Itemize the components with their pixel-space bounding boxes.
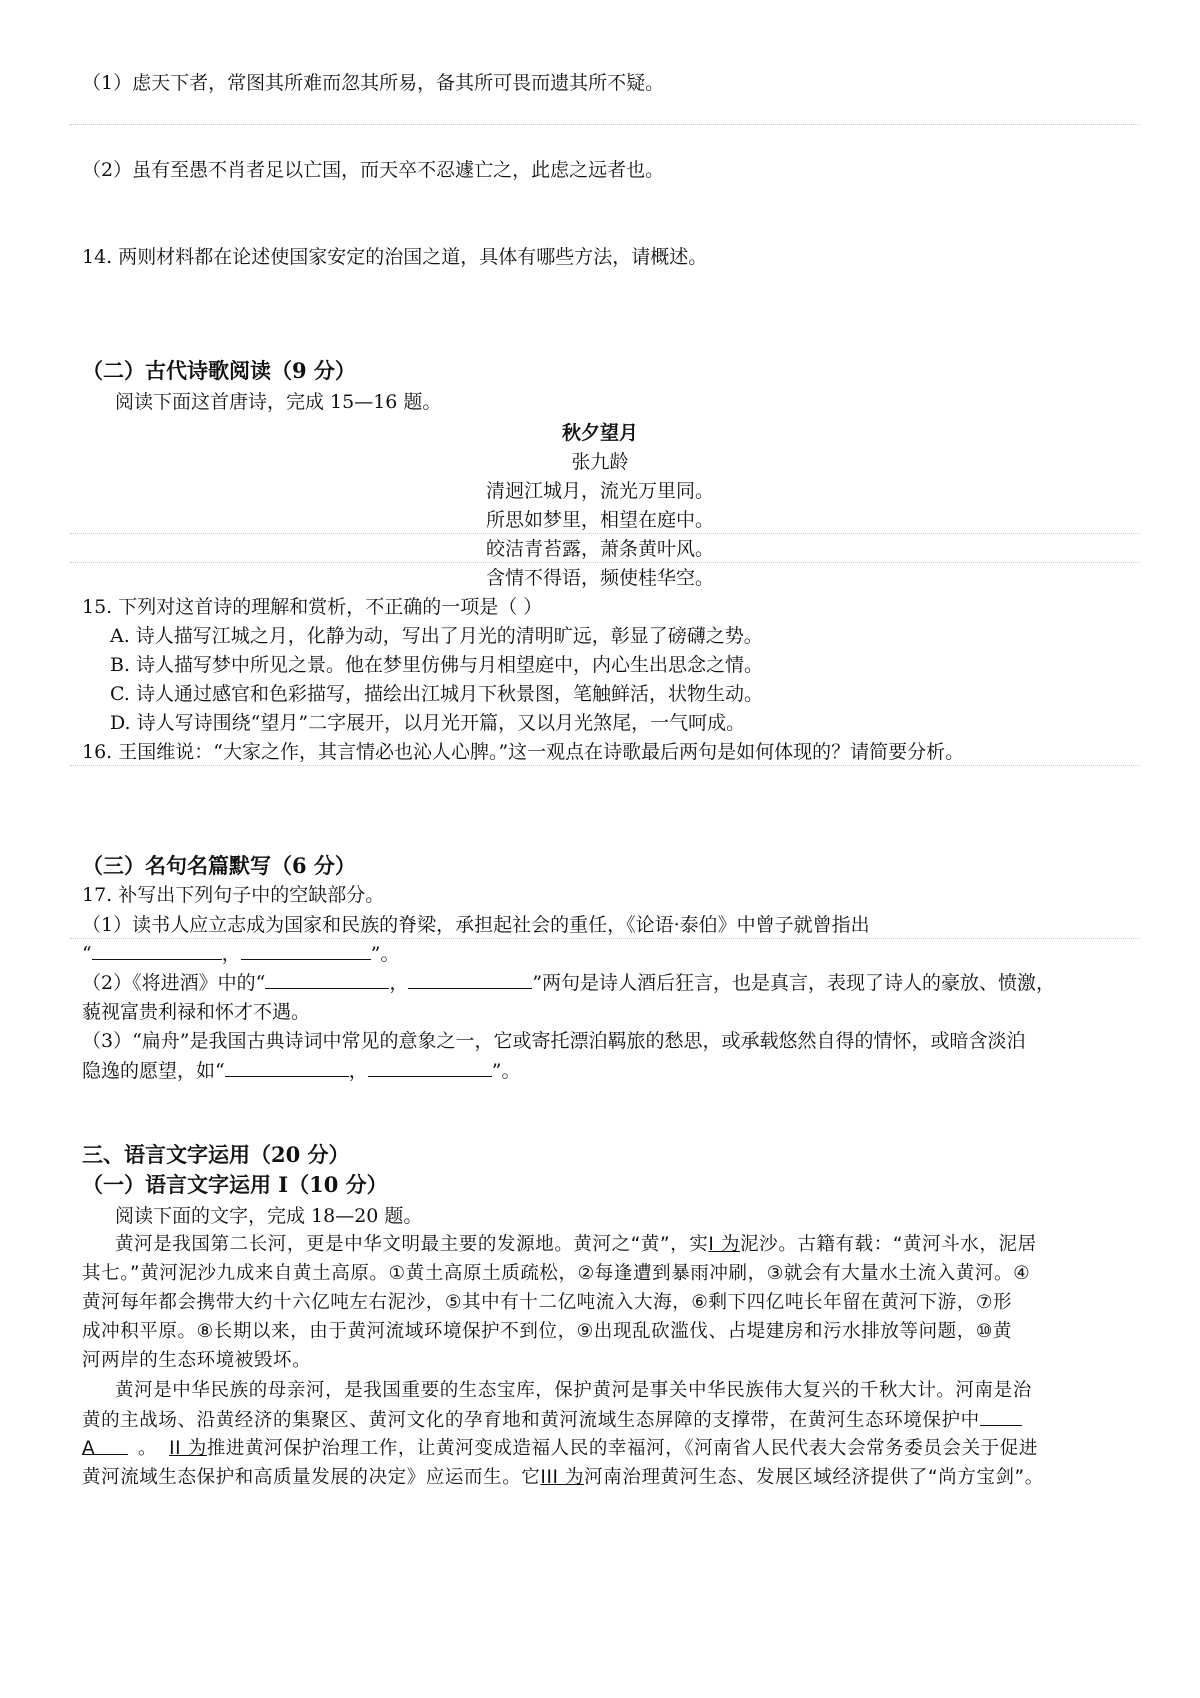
blank-a[interactable]: A xyxy=(82,1434,128,1455)
passage-p1-line-5: 河两岸的生态环境被毁坏。 xyxy=(82,1350,312,1371)
dictation-item-2: （2）《将进酒》中的“ ， ”两句是诗人酒后狂言，也是真言，表现了诗人的豪放、愤激， xyxy=(82,968,1140,998)
question-16: 16. 王国维说：“大家之作，其言情必也沁人心脾。”这一观点在诗歌最后两句是如何体现的？请简要分析。 xyxy=(82,741,965,763)
passage-p1-line-1: 黄河是我国第二长河，更是中华文明最主要的发源地。黄河之“黄”，实I 为泥沙。古籍有载：“黄河斗水，泥居 xyxy=(115,1234,1037,1255)
passage-p2-line-2: 黄的主战场、沿黄经济的集聚区、黄河文化的孕育地和黄河流域生态屏障的支撑带，在黄河生态环境保护中 xyxy=(82,1405,1140,1436)
poem-line-1: 清迥江城月，流光万里同。 xyxy=(485,480,714,502)
q13-sentence-1: （1）虑天下者，常图其所难而忽其所易，备其所可畏而遗其所不疑。 xyxy=(82,72,665,94)
dotted-divider xyxy=(70,765,1140,766)
answer-blank[interactable] xyxy=(241,939,371,960)
question-17: 17. 补写出下列句子中的空缺部分。 xyxy=(82,884,385,906)
answer-blank[interactable] xyxy=(92,939,222,960)
passage-p2-line-1: 黄河是中华民族的母亲河，是我国重要的生态宝库，保护黄河是事关中华民族伟大复兴的千秋大计。河南是治 xyxy=(115,1380,1032,1401)
passage-p1-line-3: 黄河每年都会携带大约十六亿吨左右泥沙，⑤其中有十二亿吨流入大海，⑥剩下四亿吨长年留在黄河下游，⑦形 xyxy=(82,1292,1013,1313)
poem-title: 秋夕望月 xyxy=(561,422,638,444)
answer-blank[interactable] xyxy=(265,968,389,989)
blank-a-start[interactable] xyxy=(980,1405,1022,1426)
question-15: 15. 下列对这首诗的理解和赏析，不正确的一项是（ ） xyxy=(82,596,543,618)
poem-line-3: 皎洁青苔露，萧条黄叶风。 xyxy=(485,538,714,560)
section-poetry-title: （二）古代诗歌阅读（9 分） xyxy=(82,358,356,383)
part-3-title: 三、语言文字运用（20 分） xyxy=(82,1142,350,1167)
poem-line-4: 含情不得语，频使桂华空。 xyxy=(485,567,714,589)
option-c: C. 诗人通过感官和色彩描写，描绘出江城月下秋景图，笔触鲜活，状物生动。 xyxy=(110,683,763,705)
dictation-item-3-answer: 隐逸的愿望，如“ ， ”。 xyxy=(82,1056,1140,1086)
dictation-item-1-answer: “ ， ”。 xyxy=(82,939,1140,969)
dotted-divider xyxy=(70,124,1140,125)
passage-p2-line-4: 黄河流域生态保护和高质量发展的决定》应运而生。它III 为河南治理黄河生态、发展区域经济提供了“尚方宝剑”。 xyxy=(82,1467,1044,1488)
marker-i: I 为 xyxy=(708,1234,741,1255)
option-a: A. 诗人描写江城之月，化静为动，写出了月光的清明旷远，彰显了磅礴之势。 xyxy=(110,625,763,647)
section-dictation-title: （三）名句名篇默写（6 分） xyxy=(82,853,356,878)
poetry-intro: 阅读下面这首唐诗，完成 15—16 题。 xyxy=(115,391,442,413)
answer-blank[interactable] xyxy=(225,1056,349,1077)
marker-ii: II 为 xyxy=(169,1438,207,1459)
poem-author: 张九龄 xyxy=(571,451,629,473)
passage-p2-line-3: A 。 II 为推进黄河保护治理工作，让黄河变成造福人民的幸福河，《河南省人民代表大会常务委员会关于促进 xyxy=(82,1434,1140,1464)
part-3-subsection-title: （一）语言文字运用 I（10 分） xyxy=(82,1172,388,1197)
q13-sentence-2: （2）虽有至愚不肖者足以亡国，而天卒不忍遽亡之，此虑之远者也。 xyxy=(82,159,665,181)
poem-line-2: 所思如梦里，相望在庭中。 xyxy=(485,509,714,531)
marker-iii: III 为 xyxy=(540,1467,585,1488)
answer-blank[interactable] xyxy=(408,968,532,989)
passage-p1-line-2: 其七。”黄河泥沙九成来自黄土高原。①黄土高原土质疏松，②每逢遭到暴雨冲刷，③就会有大量水土流入黄河。④ xyxy=(82,1263,1031,1284)
answer-blank[interactable] xyxy=(368,1056,492,1077)
dictation-item-2-cont: 藐视富贵利禄和怀才不遇。 xyxy=(82,1001,311,1023)
dictation-item-1: （1）读书人应立志成为国家和民族的脊梁，承担起社会的重任，《论语·泰伯》中曾子就曾指出 xyxy=(82,914,870,936)
question-14: 14. 两则材料都在论述使国家安定的治国之道，具体有哪些方法，请概述。 xyxy=(82,246,708,268)
option-d: D. 诗人写诗围绕“望月”二字展开，以月光开篇，又以月光煞尾，一气呵成。 xyxy=(110,712,746,734)
option-b: B. 诗人描写梦中所见之景。他在梦里仿佛与月相望庭中，内心生出思念之情。 xyxy=(110,654,764,676)
passage-p1-line-4: 成冲积平原。⑧长期以来，由于黄河流域环境保护不到位，⑨出现乱砍滥伐、占堤建房和污水排放等问题，⑩黄 xyxy=(82,1321,1013,1342)
dictation-item-3: （3）“扁舟”是我国古典诗词中常见的意象之一，它或寄托漂泊羁旅的愁思，或承载悠然自得的情怀，或暗含淡泊 xyxy=(82,1030,1026,1052)
part-3-intro: 阅读下面的文字，完成 18—20 题。 xyxy=(115,1205,423,1227)
